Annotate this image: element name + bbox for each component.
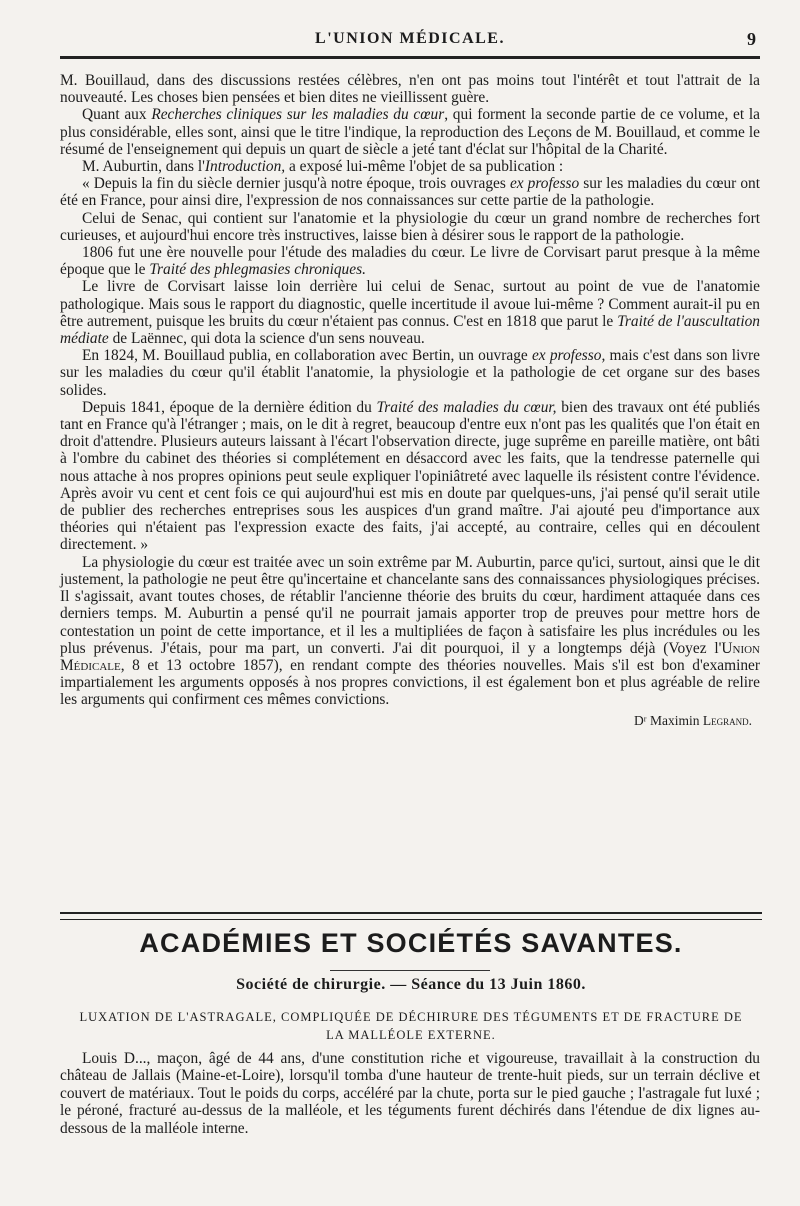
italic-title: Introduction, bbox=[204, 158, 286, 176]
short-divider bbox=[330, 970, 490, 971]
article-paragraph: M. Bouillaud, dans des discussions restées célèbres, n'en ont pas moins tout l'intérêt et tout l'attrait de la nouveauté. Les choses bien pensées et bien dites ne vieillissent guère. bbox=[60, 72, 760, 107]
case-body bbox=[60, 1050, 760, 1137]
case-title-line: LUXATION DE L'ASTRAGALE, COMPLIQUÉE DE DÉCHIRURE DES TÉGUMENTS ET DE FRACTURE DE bbox=[79, 1010, 743, 1024]
italic-title: Traité de l'auscultation médiate bbox=[60, 312, 760, 348]
running-title: L'UNION MÉDICALE. bbox=[315, 30, 505, 47]
article-paragraph: M. Auburtin, dans l'Introduction, a exposé lui-même l'objet de sa publication : bbox=[82, 158, 564, 176]
article-body bbox=[60, 72, 760, 729]
section-title: ACADÉMIES ET SOCIÉTÉS SAVANTES. bbox=[139, 928, 683, 958]
article-paragraph: Celui de Senac, qui contient sur l'anatomie et la physiologie du cœur un grand nombre de recherches fort curieuses, et aujourd'hui encore très instructives, laisse bien à désirer sous le rapport de la pathologie. bbox=[60, 209, 760, 244]
section-divider bbox=[60, 912, 762, 920]
article-paragraph: 1806 fut une ère nouvelle pour l'étude des maladies du cœur. Le livre de Corvisart parut presque à la même époque que le Traité des phlegmasies chroniques. bbox=[60, 244, 760, 279]
italic-title: Recherches cliniques sur les maladies du cœur bbox=[151, 106, 445, 124]
smallcaps-text: Legrand bbox=[702, 712, 749, 728]
italic-title: Traité des maladies du cœur, bbox=[376, 398, 557, 416]
article-paragraph: « Depuis la fin du siècle dernier jusqu'à notre époque, trois ouvrages ex professo sur les maladies du cœur ont été en France, pour ainsi dire, l'expression de nos connaissances sur cette partie de la pathologie. bbox=[60, 175, 760, 210]
article-paragraph: La physiologie du cœur est traitée avec un soin extrême par M. Auburtin, parce qu'ici, surtout, ainsi que le dit justement, la pathologie ne peut être qu'incertaine et chancelante sans des connaissances physiologiques précises. Il s'agissait, avant toutes choses, de rétablir l'ancienne théorie des bruits du cœur, hardiment attaquée dans ces derniers temps. M. Auburtin a pensé qu'il ne pourrait jamais apporter trop de preuves pour mettre hors de contestation un point de cette importance, et il les a multipliées de façon à satisfaire les plus incrédules ou les plus prévenus. J'étais, pour ma part, un converti. J'ai dit pourquoi, il y a longtemps déjà (Voyez l'Union Médicale, 8 et 13 octobre 1857), en rendant compte des théories nouvelles. Mais s'il est bon d'examiner impartialement les arguments opposés à nos propres convictions, il est également bon et plus agréable de relire les arguments qui confirment ces mêmes convictions. bbox=[60, 553, 760, 709]
italic-title: ex professo, bbox=[531, 347, 606, 365]
article-paragraph: Quant aux Recherches cliniques sur les maladies du cœur, qui forment la seconde partie de ce volume, et la plus considérable, elles sont, ainsi que le titre l'indique, la reproduction des Leçons de M. Bouillaud, et comme le résumé de l'enseignement qui depuis un quart de siècle a jeté tant d'éclat sur l'hôpital de la Charité. bbox=[60, 106, 760, 158]
page-number: 9 bbox=[747, 29, 756, 49]
author-signature: Dʳ Maximin Legrand. bbox=[633, 712, 752, 728]
italic-title: Traité des phlegmasies chroniques. bbox=[149, 261, 366, 279]
article-paragraph: En 1824, M. Bouillaud publia, en collaboration avec Bertin, un ouvrage ex professo, mais c'est dans son livre sur les maladies du cœur qu'il établit l'anatomie, la physiologie et la pathologie de cet organe sur des bases solides. bbox=[60, 347, 760, 399]
article-paragraph: Le livre de Corvisart laisse loin derrière lui celui de Senac, surtout au point de vue de l'anatomie pathologique. Mais sous le rapport du diagnostic, quelle incertitude il avoue lui-même ? Comment aurait-il pu en être autrement, puisque les bruits du cœur n'étaient pas connus. C'est en 1818 que parut le Traité de l'auscultation médiate de Laënnec, qui dota la science d'un sens nouveau. bbox=[60, 278, 760, 348]
session-heading: Société de chirurgie. — Séance du 13 Juin 1860. bbox=[236, 976, 586, 993]
case-title-line: LA MALLÉOLE EXTERNE. bbox=[326, 1028, 496, 1042]
italic-title: ex professo bbox=[509, 175, 580, 193]
article-paragraph: Depuis 1841, époque de la dernière édition du Traité des maladies du cœur, bien des travaux ont été publiés tant en France qu'à l'étranger ; mais, on le dit à regret, beaucoup d'entre eux n'ont pas les qualités que l'on était en droit d'attendre. Plusieurs auteurs laissant à l'écart l'observation directe, juge suprême en pareille matière, ont bâti à l'ombre du cabinet des théories si complétement en désaccord avec les faits, que la tendresse paternelle qui nous attache à nos propres opinions peut seule expliquer l'opiniâtreté avec laquelle ils résistent contre l'évidence. Après avoir vu cent et cent fois ce qui aujourd'hui est mis en doute par quelques-uns, j'ai pensé qu'il serait utile de publier des recherches entreprises sous les auspices d'un grand maître. J'ai ajouté peu d'importance aux théories qui n'étaient pas l'expression exacte des faits, j'ai accepté, au contraire, celles qui en découlent directement. » bbox=[60, 398, 760, 554]
smallcaps-text: Union Médicale bbox=[60, 639, 760, 674]
page-header bbox=[60, 26, 760, 59]
case-paragraph: Louis D..., maçon, âgé de 44 ans, d'une constitution riche et vigoureuse, travaillait à la construction du château de Jallais (Maine-et-Loire), lorsqu'il tomba d'une hauteur de trente-huit pieds, sur un terrain déclive et couvert de matériaux. Tout le poids du corps, accéléré par la chute, porta sur le pied gauche ; l'astragale fut luxé ; le péroné, fracturé au-dessus de la malléole, et les téguments furent déchirés dans l'étendue de dix lignes au-dessous de la malléole interne. bbox=[60, 1050, 760, 1137]
case-title bbox=[60, 1008, 762, 1044]
